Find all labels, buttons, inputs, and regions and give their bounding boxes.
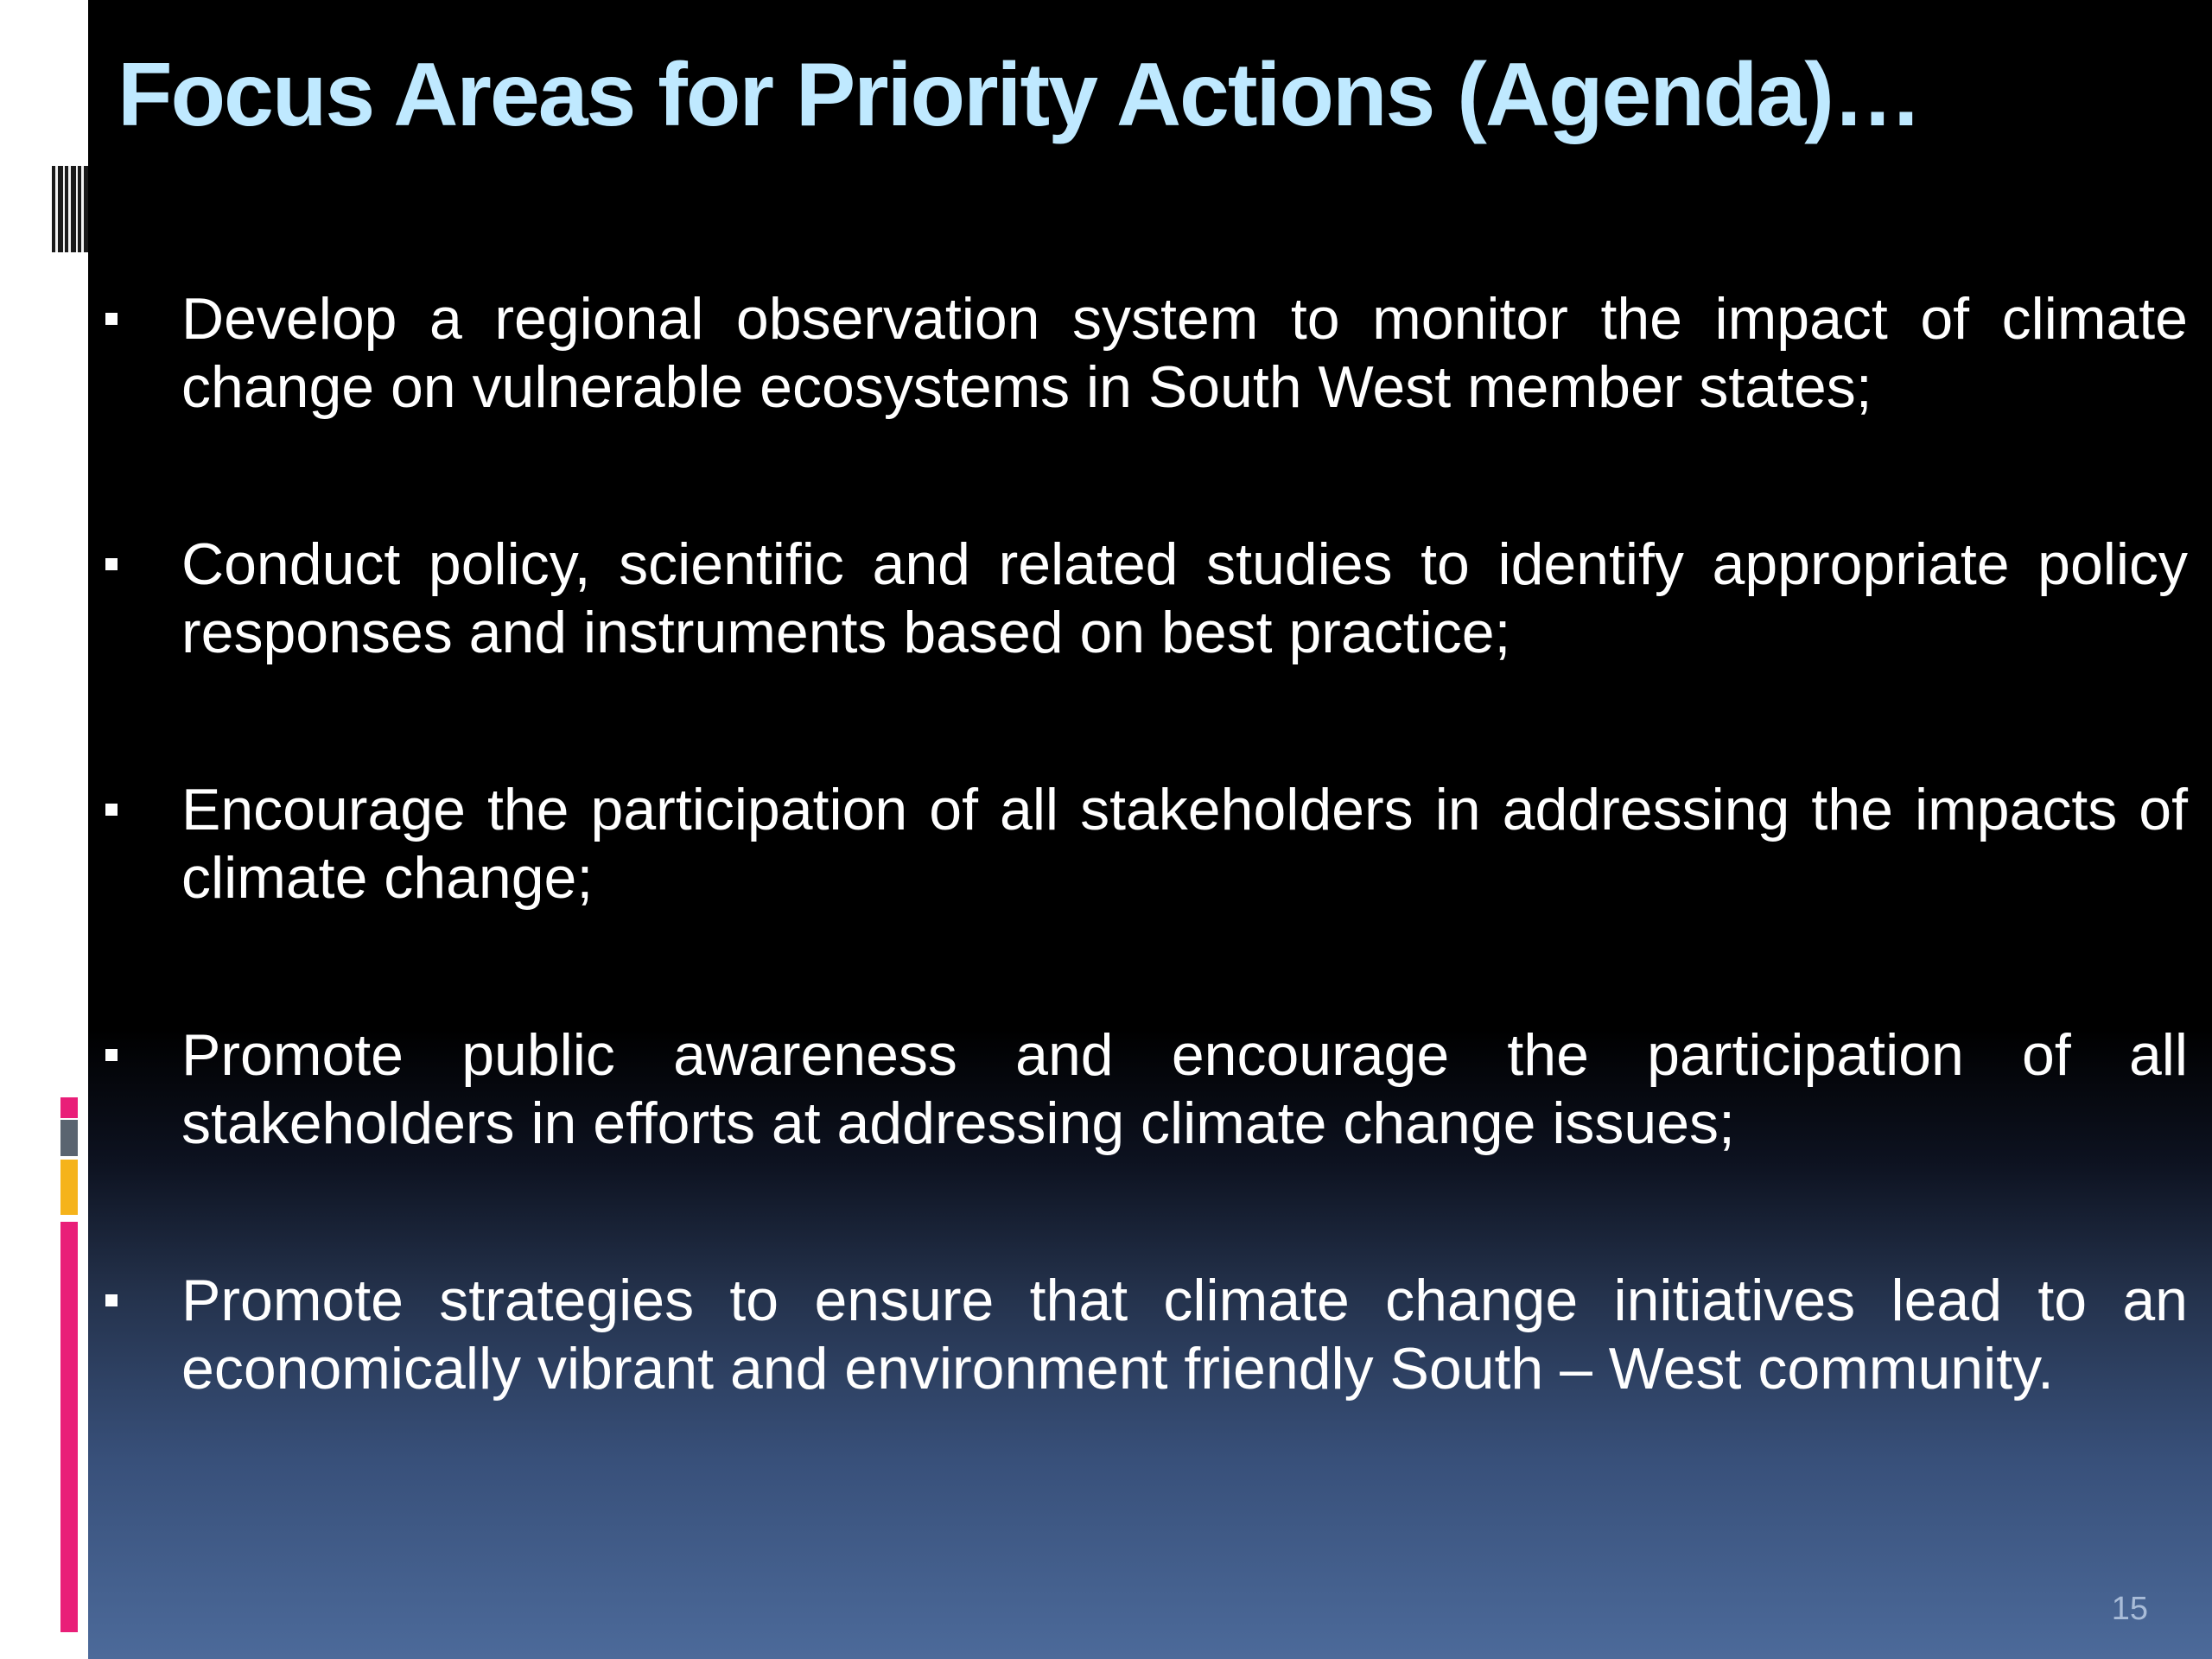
accent-bar-pink xyxy=(60,1097,78,1118)
accent-bar-gray xyxy=(60,1120,78,1156)
bullet-item xyxy=(97,1267,2188,1403)
page-number: 15 xyxy=(2111,1591,2148,1627)
bullet-text: Promote strategies to ensure that climate change initiatives lead to an economically vibrant and environment friendly South – West community. xyxy=(181,1268,2188,1402)
bullet-text: Conduct policy, scientific and related studies to identify appropriate policy responses and instruments based on best practice; xyxy=(181,531,2188,665)
bullet-list xyxy=(97,285,2188,1403)
barcode-decoration xyxy=(52,166,88,252)
square-bullet-icon xyxy=(105,313,118,325)
accent-bar-pink-long xyxy=(60,1222,78,1632)
bullet-item xyxy=(97,1021,2188,1158)
slide-title: Focus Areas for Priority Actions (Agenda)… xyxy=(118,45,1921,145)
square-bullet-icon xyxy=(105,558,118,570)
bullet-item xyxy=(97,285,2188,422)
bullet-text: Promote public awareness and encourage the participation of all stakeholders in efforts at addressing climate change issues; xyxy=(181,1022,2188,1156)
accent-bar-yellow xyxy=(60,1160,78,1215)
bullet-item xyxy=(97,776,2188,912)
bullet-item xyxy=(97,531,2188,667)
square-bullet-icon xyxy=(105,1049,118,1061)
bullet-text: Encourage the participation of all stakeholders in addressing the impacts of climate change; xyxy=(181,777,2188,911)
square-bullet-icon xyxy=(105,804,118,816)
bullet-text: Develop a regional observation system to monitor the impact of climate change on vulnerable ecosystems in South West member states; xyxy=(181,286,2188,420)
square-bullet-icon xyxy=(105,1294,118,1306)
